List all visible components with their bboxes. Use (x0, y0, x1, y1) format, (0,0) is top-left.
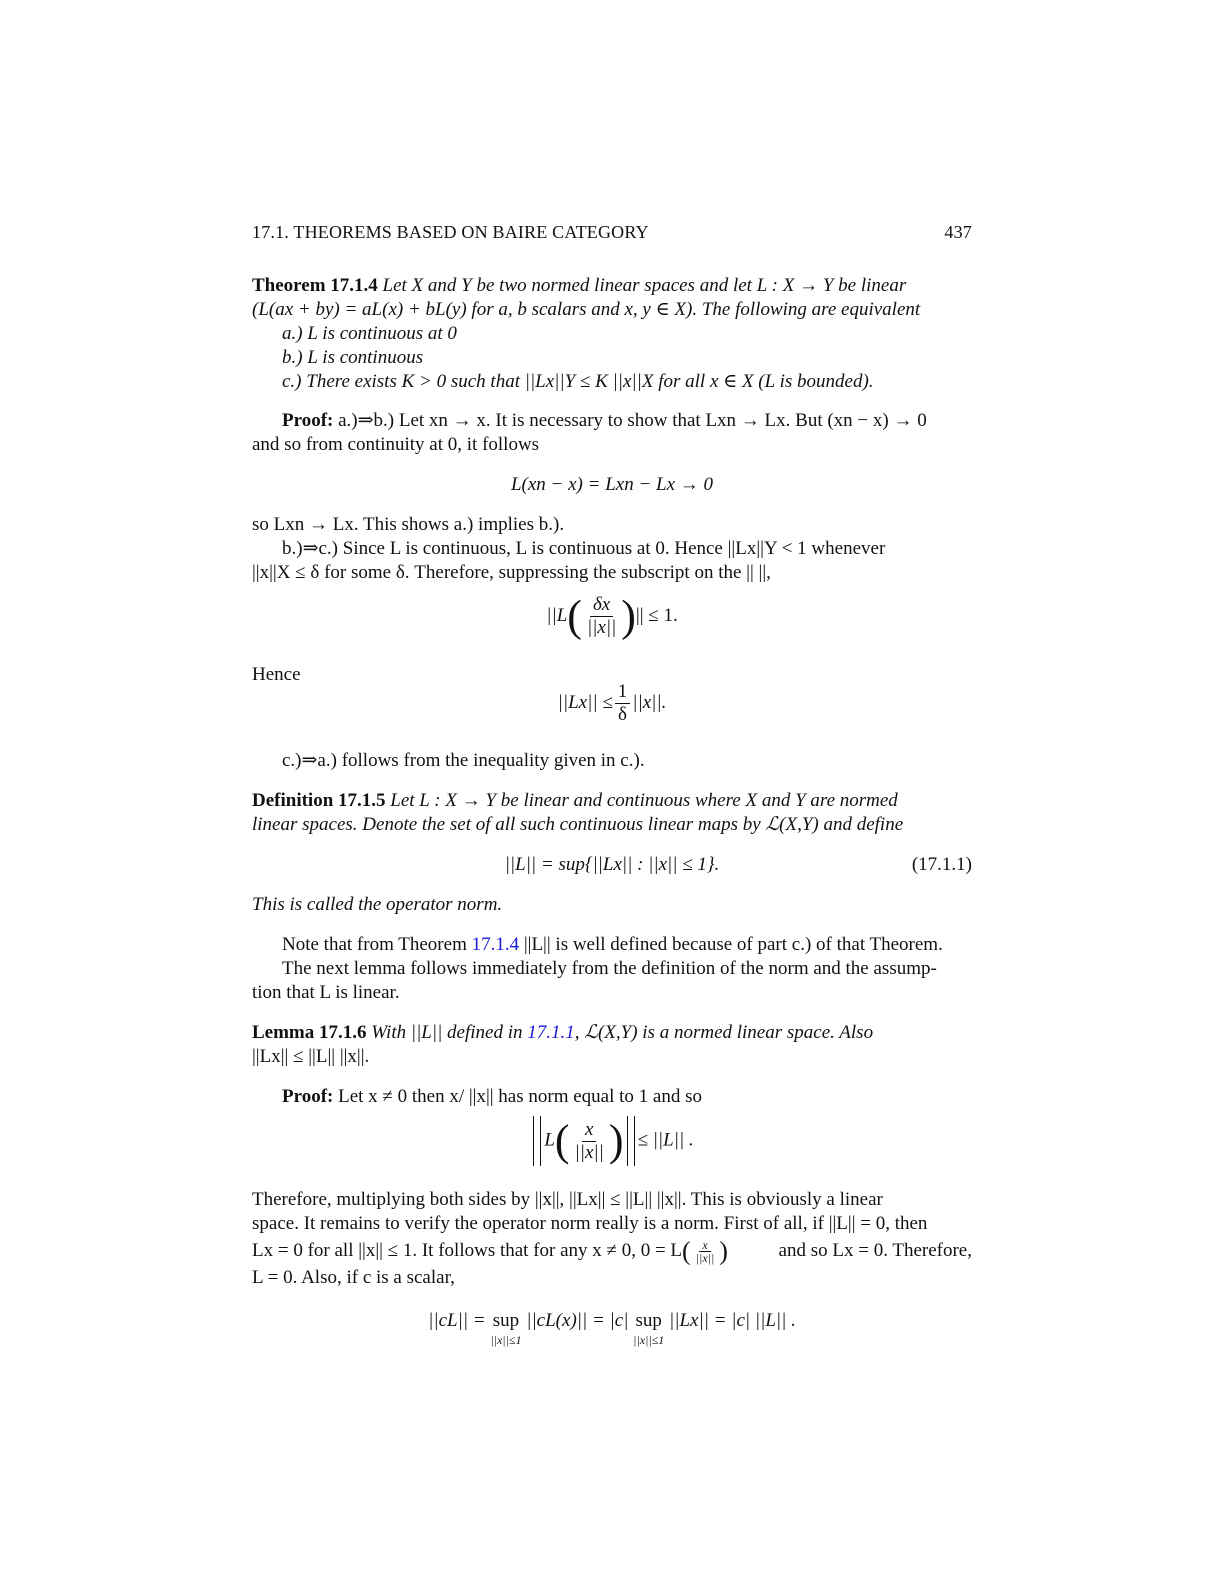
equation-ref-link[interactable]: 17.1.1 (527, 1022, 575, 1043)
proof-2: Proof: Let x ≠ 0 then x/ ||x|| has norm equal to 1 and so (282, 1086, 702, 1107)
theorem-ref-link[interactable]: 17.1.4 (471, 934, 520, 955)
proof1-line-6: c.)⇒a.) follows from the inequality given in c.). (282, 750, 645, 771)
section-title: 17.1. THEOREMS BASED ON BAIRE CATEGORY (252, 222, 649, 242)
sup-operator: sup ||x||≤1 (633, 1310, 665, 1347)
lemma-label: Lemma 17.1.6 (252, 1022, 367, 1043)
proof2-equation-1: L( $\frac{x}{||x||}$ ) ≤ ||L|| . (252, 1116, 972, 1166)
definition-label: Definition 17.1.5 (252, 790, 386, 811)
proof-2-cont: Therefore, multiplying both sides by ||x||, ||Lx|| ≤ ||L|| ||x||. This is obviously a linear space. It remains to verify the operator norm really is a norm. First of all, if ||L|| = 0, then Lx = 0 for all ||x|| ≤ 1. It follows that for any x ≠ 0, 0 = L( $\frac{x}{||x||}$ ) and so Lx = 0. Therefore, L = 0. Also, if c is a scalar, (252, 1189, 972, 1288)
theorem-item-a: a.) L is continuous at 0 (282, 323, 457, 344)
proof2-equation-2: ||cL|| = sup ||x||≤1 ||cL(x)|| = |c| sup ||x||≤1 ||Lx|| = |c| ||L|| . (428, 1310, 796, 1347)
equation-number: (17.1.1) (911, 854, 972, 875)
page-number: 437 (944, 222, 972, 242)
theorem-item-c: c.) There exists K > 0 such that ||Lx||Y ≤ K ||x||X for all x ∈ X (L is bounded). (282, 371, 874, 392)
definition-statement: Definition 17.1.5 Let L : X → Y be linear and continuous where X and Y are normed linear spaces. Denote the set of all such continuous linear maps by ℒ(X,Y) and define (252, 790, 904, 835)
hence-label: Hence (252, 664, 301, 685)
theorem-line-2: (L(ax + by) = aL(x) + bL(y) for a, b scalars and x, y ∈ X). The following are equivalent (252, 299, 921, 320)
sup-operator: sup ||x||≤1 (490, 1310, 522, 1347)
proof1-line-4: b.)⇒c.) Since L is continuous, L is continuous at 0. Hence ||Lx||Y < 1 whenever (282, 538, 886, 559)
definition-equation: ||L|| = sup{||Lx|| : ||x|| ≤ 1}. (17.1.1) (504, 854, 972, 875)
fraction: $\frac{x}{||x||}$ (695, 1238, 715, 1266)
definition-line-3: This is called the operator norm. (252, 894, 503, 915)
proof1-line-5: ||x||X ≤ δ for some δ. Therefore, suppressing the subscript on the || ||, (252, 562, 771, 583)
remark: Note that from Theorem 17.1.4 ||L|| is well defined because of part c.) of that Theorem. The next lemma follows immediately from the definition of the norm and the assump- tion that L is linear. (252, 934, 943, 1003)
proof1-line-2: and so from continuity at 0, it follows (252, 434, 540, 455)
fraction: $\frac{1}{\delta}$ (615, 681, 631, 726)
theorem-label: Theorem 17.1.4 (252, 275, 378, 296)
proof-label: Proof: (282, 410, 334, 431)
proof1-line-3: so Lxn → Lx. This shows a.) implies b.). (252, 514, 565, 535)
proof-1 (252, 409, 972, 457)
proof-1-cont (252, 513, 972, 585)
proof1-equation-3: ||Lx|| ≤ $\frac{1}{\delta}$ ||x||. (557, 681, 667, 725)
proof-label: Proof: (282, 1086, 334, 1107)
fraction: $\frac{x}{||x||}$ (574, 1118, 604, 1163)
theorem-item-b: b.) L is continuous (282, 347, 424, 368)
proof1-line-1: a.)⇒b.) Let xn → x. It is necessary to show that Lxn → Lx. But (xn − x) → 0 (338, 410, 927, 431)
proof1-equation-1: L(xn − x) = Lxn − Lx → 0 (510, 474, 714, 495)
theorem-line-1: Let X and Y be two normed linear spaces and let L : X → Y be linear (382, 275, 907, 296)
running-header (252, 220, 972, 244)
fraction: $\frac{\delta x}{||x||}$ (586, 594, 617, 638)
proof1-equation-2: ||L( $\frac{\delta x}{||x||}$ )|| ≤ 1. (546, 591, 678, 641)
lemma-statement: Lemma 17.1.6 With ||L|| defined in 17.1.1, ℒ(X,Y) is a normed linear space. Also ||Lx|| ≤ ||L|| ||x||. (252, 1022, 874, 1067)
theorem-statement (252, 274, 972, 394)
